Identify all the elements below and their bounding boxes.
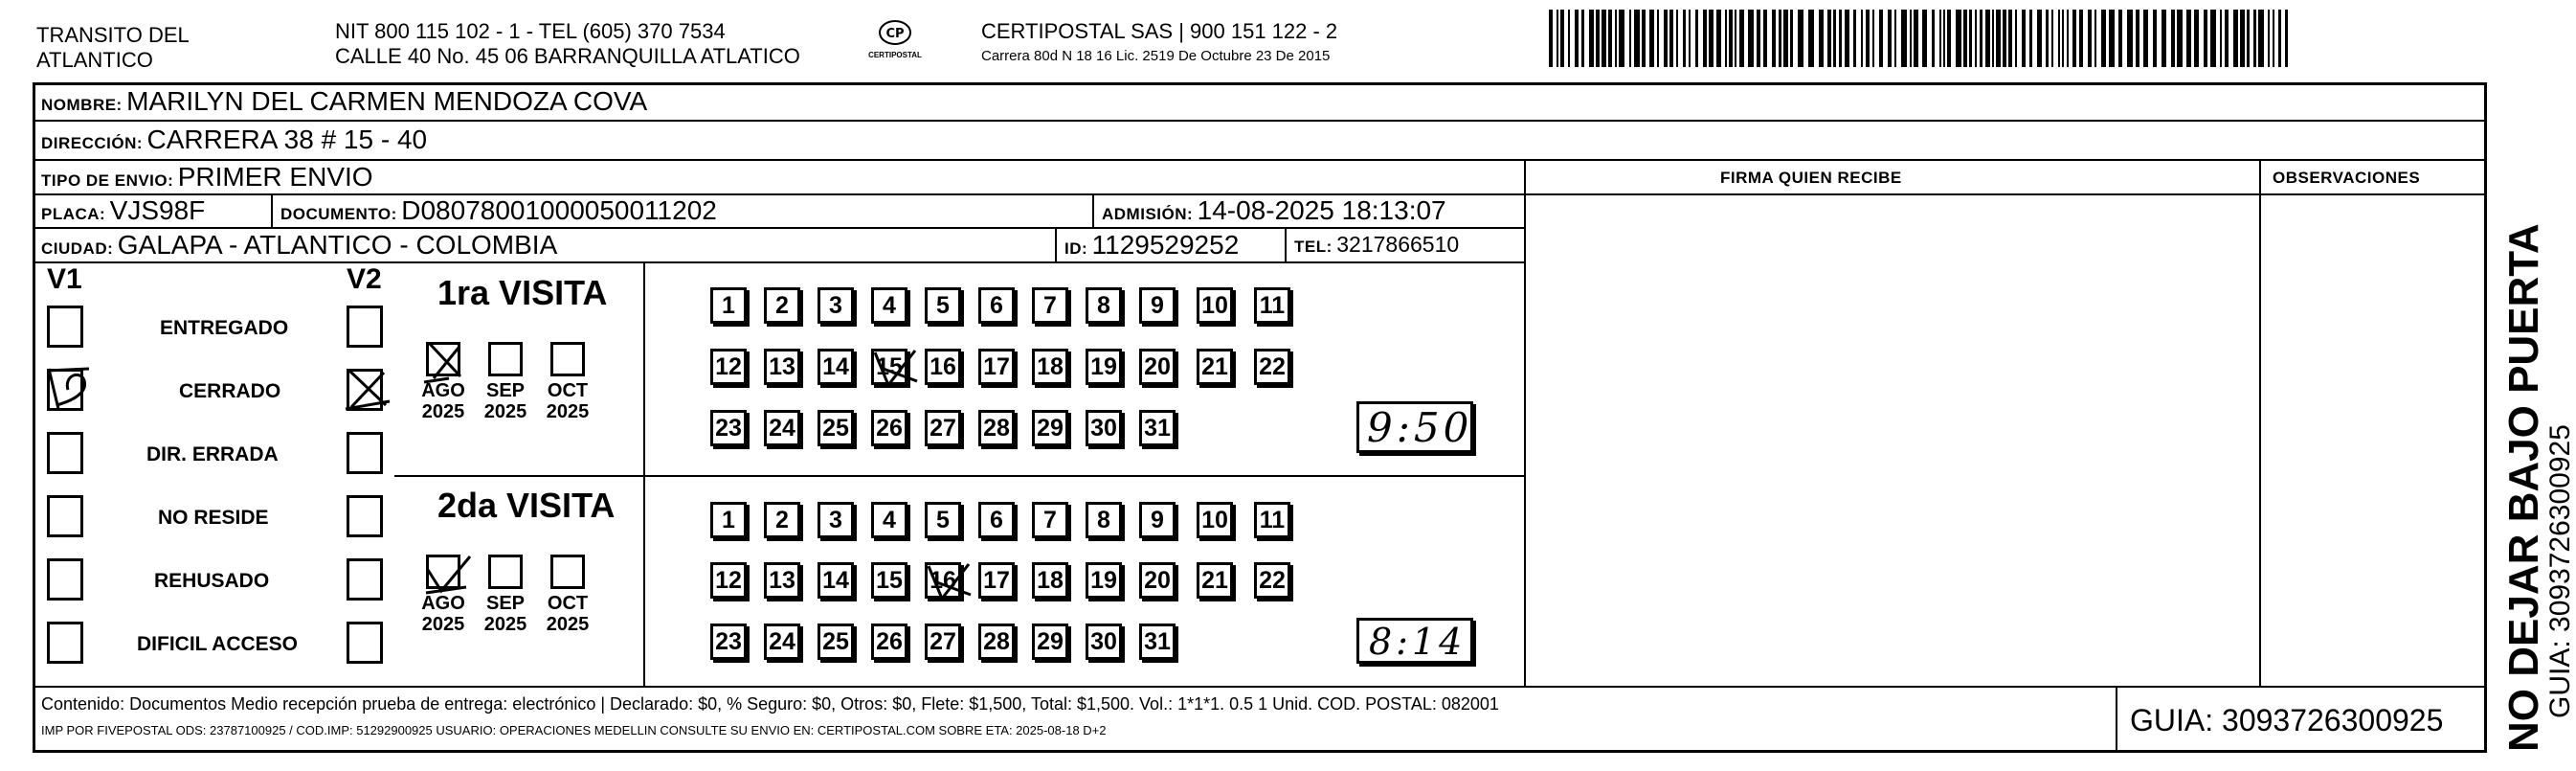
company-line1: TRANSITO DEL — [36, 23, 190, 47]
second-visit-month-label: OCT 2025 — [546, 593, 590, 635]
v2-checkbox[interactable] — [347, 495, 383, 537]
v1-header: V1 — [47, 263, 82, 295]
observaciones-header: OBSERVACIONES — [2273, 169, 2421, 187]
first-visit-time-box — [1356, 401, 1473, 453]
second-visit-day[interactable]: 17 — [978, 562, 1015, 599]
second-visit-day[interactable]: 4 — [871, 502, 907, 538]
status-label: DIFICIL ACCESO — [137, 633, 299, 655]
second-visit-day[interactable]: 16 — [925, 562, 961, 599]
footer-guia: GUIA: 3093726300925 — [2130, 703, 2444, 737]
second-visit-day[interactable]: 10 — [1197, 502, 1233, 538]
second-visit-time: 8:14 — [1369, 621, 1467, 663]
placa-value: VJS98F — [109, 195, 206, 225]
second-visit-day[interactable]: 22 — [1254, 562, 1290, 599]
second-visit-day[interactable]: 31 — [1139, 624, 1176, 660]
admision-field — [1102, 195, 1446, 226]
nombre-row — [41, 86, 647, 117]
certipostal-address: Carrera 80d N 18 16 Lic. 2519 De Octubre 23 De 2015 — [981, 48, 1331, 64]
first-visit-day[interactable]: 26 — [871, 410, 907, 446]
first-visit-day[interactable]: 11 — [1254, 287, 1290, 324]
first-visit-day[interactable]: 20 — [1139, 349, 1176, 385]
company-name — [36, 23, 190, 73]
first-visit-day[interactable]: 12 — [710, 349, 747, 385]
second-visit-day[interactable]: 11 — [1254, 502, 1290, 538]
id-label: ID: — [1064, 239, 1088, 258]
certipostal-info — [981, 19, 1337, 65]
second-visit-month-label: SEP 2025 — [483, 593, 527, 635]
v2-checkbox[interactable] — [347, 622, 383, 664]
first-visit-day[interactable]: 2 — [764, 287, 800, 324]
ciudad-label: CIUDAD: — [41, 239, 114, 258]
tipo-value: PRIMER ENVIO — [177, 162, 373, 192]
first-visit-day[interactable]: 22 — [1254, 349, 1290, 385]
ciudad-value: GALAPA - ATLANTICO - COLOMBIA — [117, 230, 558, 260]
tel-value: 3217866510 — [1336, 232, 1460, 257]
first-visit-day[interactable]: 28 — [978, 410, 1015, 446]
second-visit-month-label: AGO 2025 — [421, 593, 465, 635]
status-label: CERRADO — [179, 380, 281, 402]
first-visit-month-checkbox[interactable] — [426, 342, 460, 376]
second-visit-day[interactable]: 13 — [764, 562, 800, 599]
second-visit-day[interactable]: 8 — [1086, 502, 1122, 538]
status-label: NO RESIDE — [158, 507, 269, 529]
first-visit-day[interactable]: 17 — [978, 349, 1015, 385]
first-visit-month-checkbox[interactable] — [488, 342, 523, 376]
second-visit-day[interactable]: 30 — [1086, 624, 1122, 660]
tel-field — [1294, 232, 1459, 258]
address-line: CALLE 40 No. 45 06 BARRANQUILLA ATLATICO — [335, 44, 800, 68]
second-visit-day[interactable]: 27 — [925, 624, 961, 660]
first-visit-day[interactable]: 19 — [1086, 349, 1122, 385]
first-visit-day[interactable]: 9 — [1139, 287, 1176, 324]
second-visit-day[interactable]: 14 — [818, 562, 854, 599]
second-visit-title: 2da VISITA — [437, 486, 616, 525]
second-visit-day[interactable]: 9 — [1139, 502, 1176, 538]
first-visit-day[interactable]: 1 — [710, 287, 747, 324]
direccion-label: DIRECCIÓN: — [41, 134, 144, 152]
logo-icon — [878, 19, 912, 46]
placa-field — [41, 195, 205, 226]
admision-value: 14-08-2025 18:13:07 — [1197, 195, 1446, 225]
company-contact — [335, 19, 800, 69]
first-visit-day[interactable]: 31 — [1139, 410, 1176, 446]
direccion-value: CARRERA 38 # 15 - 40 — [146, 125, 428, 154]
certipostal-line: CERTIPOSTAL SAS | 900 151 122 - 2 — [981, 19, 1338, 43]
direccion-row — [41, 125, 427, 155]
v1-checkbox[interactable] — [47, 558, 83, 601]
v1-checkbox[interactable] — [47, 369, 83, 411]
second-visit-day[interactable]: 23 — [710, 624, 747, 660]
first-visit-day[interactable]: 30 — [1086, 410, 1122, 446]
tel-label: TEL: — [1294, 238, 1333, 256]
v2-checkbox[interactable] — [347, 306, 383, 348]
placa-label: PLACA: — [41, 205, 106, 223]
firma-header: FIRMA QUIEN RECIBE — [1720, 169, 1902, 187]
second-visit-day[interactable]: 15 — [871, 562, 907, 599]
nombre-value: MARILYN DEL CARMEN MENDOZA COVA — [126, 86, 648, 116]
v1-checkbox[interactable] — [47, 622, 83, 664]
v2-checkbox[interactable] — [347, 558, 383, 601]
first-visit-day[interactable]: 8 — [1086, 287, 1122, 324]
v1-checkbox[interactable] — [47, 495, 83, 537]
tipo-row — [41, 162, 373, 193]
first-visit-time: 9:50 — [1367, 404, 1473, 451]
first-visit-day[interactable]: 24 — [764, 410, 800, 446]
second-visit-day[interactable]: 19 — [1086, 562, 1122, 599]
no-dejar-bajo-puerta: NO DEJAR BAJO PUERTA — [2500, 223, 2547, 752]
first-visit-title: 1ra VISITA — [437, 273, 608, 312]
second-visit-day[interactable]: 7 — [1032, 502, 1068, 538]
first-visit-day[interactable]: 25 — [818, 410, 854, 446]
status-label: REHUSADO — [154, 570, 270, 592]
first-visit-day[interactable]: 18 — [1032, 349, 1068, 385]
first-visit-month-label: AGO 2025 — [421, 380, 465, 422]
v2-checkbox[interactable] — [347, 369, 383, 411]
v2-checkbox[interactable] — [347, 432, 383, 474]
second-visit-day[interactable]: 6 — [978, 502, 1015, 538]
first-visit-day[interactable]: 16 — [925, 349, 961, 385]
first-visit-day[interactable]: 7 — [1032, 287, 1068, 324]
admision-label: ADMISIÓN: — [1102, 205, 1194, 223]
second-visit-day[interactable]: 3 — [818, 502, 854, 538]
second-visit-day[interactable]: 25 — [818, 624, 854, 660]
second-visit-day[interactable]: 29 — [1032, 624, 1068, 660]
delivery-form — [33, 82, 2487, 753]
second-visit-day[interactable]: 12 — [710, 562, 747, 599]
second-visit-day[interactable]: 28 — [978, 624, 1015, 660]
svg-text:CP: CP — [885, 27, 905, 41]
second-visit-month-checkbox[interactable] — [488, 555, 523, 589]
status-label: ENTREGADO — [160, 317, 289, 339]
footer-imp: IMP POR FIVEPOSTAL ODS: 23787100925 / COD.IMP: 51292900925 USUARIO: OPERACIONES MEDELLIN CONSULTE SU ENVIO EN: CERTIPOSTAL.COM SOBRE ETA: 2025-08-18 D+2 — [41, 723, 1107, 737]
first-visit-day[interactable]: 21 — [1197, 349, 1233, 385]
second-visit-time-box — [1356, 618, 1473, 664]
documento-value: D08078001000050011202 — [401, 195, 717, 225]
company-line2: ATLANTICO — [36, 48, 153, 72]
first-visit-day[interactable]: 13 — [764, 349, 800, 385]
v2-header: V2 — [347, 263, 382, 295]
second-visit-day[interactable]: 18 — [1032, 562, 1068, 599]
barcode — [1549, 10, 2296, 67]
documento-label: DOCUMENTO: — [280, 205, 397, 223]
first-visit-day[interactable]: 15 — [871, 349, 907, 385]
second-visit-day[interactable]: 24 — [764, 624, 800, 660]
nombre-label: NOMBRE: — [41, 96, 123, 114]
v1-checkbox[interactable] — [47, 432, 83, 474]
second-visit-day[interactable]: 1 — [710, 502, 747, 538]
status-label: DIR. ERRADA — [146, 443, 279, 465]
first-visit-day[interactable]: 6 — [978, 287, 1015, 324]
tipo-label: TIPO DE ENVIO: — [41, 171, 174, 190]
second-visit-month-checkbox[interactable] — [426, 555, 460, 589]
first-visit-day[interactable]: 14 — [818, 349, 854, 385]
documento-field — [280, 195, 717, 226]
first-visit-day[interactable]: 23 — [710, 410, 747, 446]
certipostal-logo — [862, 19, 929, 59]
first-visit-day[interactable]: 29 — [1032, 410, 1068, 446]
ciudad-field — [41, 230, 557, 261]
first-visit-day[interactable]: 3 — [818, 287, 854, 324]
id-value: 1129529252 — [1091, 230, 1240, 260]
second-visit-day[interactable]: 20 — [1139, 562, 1176, 599]
first-visit-day[interactable]: 10 — [1197, 287, 1233, 324]
second-visit-day[interactable]: 21 — [1197, 562, 1233, 599]
second-visit-month-checkbox[interactable] — [550, 555, 585, 589]
first-visit-day[interactable]: 5 — [925, 287, 961, 324]
logo-text: CERTIPOSTAL — [868, 51, 922, 59]
second-visit-day[interactable]: 26 — [871, 624, 907, 660]
first-visit-month-label: OCT 2025 — [546, 380, 590, 422]
side-guia: GUIA: 3093726300925 — [2544, 424, 2576, 718]
second-visit-day[interactable]: 2 — [764, 502, 800, 538]
first-visit-month-checkbox[interactable] — [550, 342, 585, 376]
id-field — [1064, 230, 1239, 261]
first-visit-day[interactable]: 27 — [925, 410, 961, 446]
second-visit-day[interactable]: 5 — [925, 502, 961, 538]
nit-line: NIT 800 115 102 - 1 - TEL (605) 370 7534 — [335, 19, 726, 43]
v1-checkbox[interactable] — [47, 306, 83, 348]
first-visit-day[interactable]: 4 — [871, 287, 907, 324]
first-visit-month-label: SEP 2025 — [483, 380, 527, 422]
footer-contenido: Contenido: Documentos Medio recepción prueba de entrega: electrónico | Declarado: $0, % Seguro: $0, Otros: $0, Flete: $1,500, Total: $1,500. Vol.: 1*1*1. 0.5 1 Unid. COD. POSTAL: 082001 — [41, 694, 1499, 714]
